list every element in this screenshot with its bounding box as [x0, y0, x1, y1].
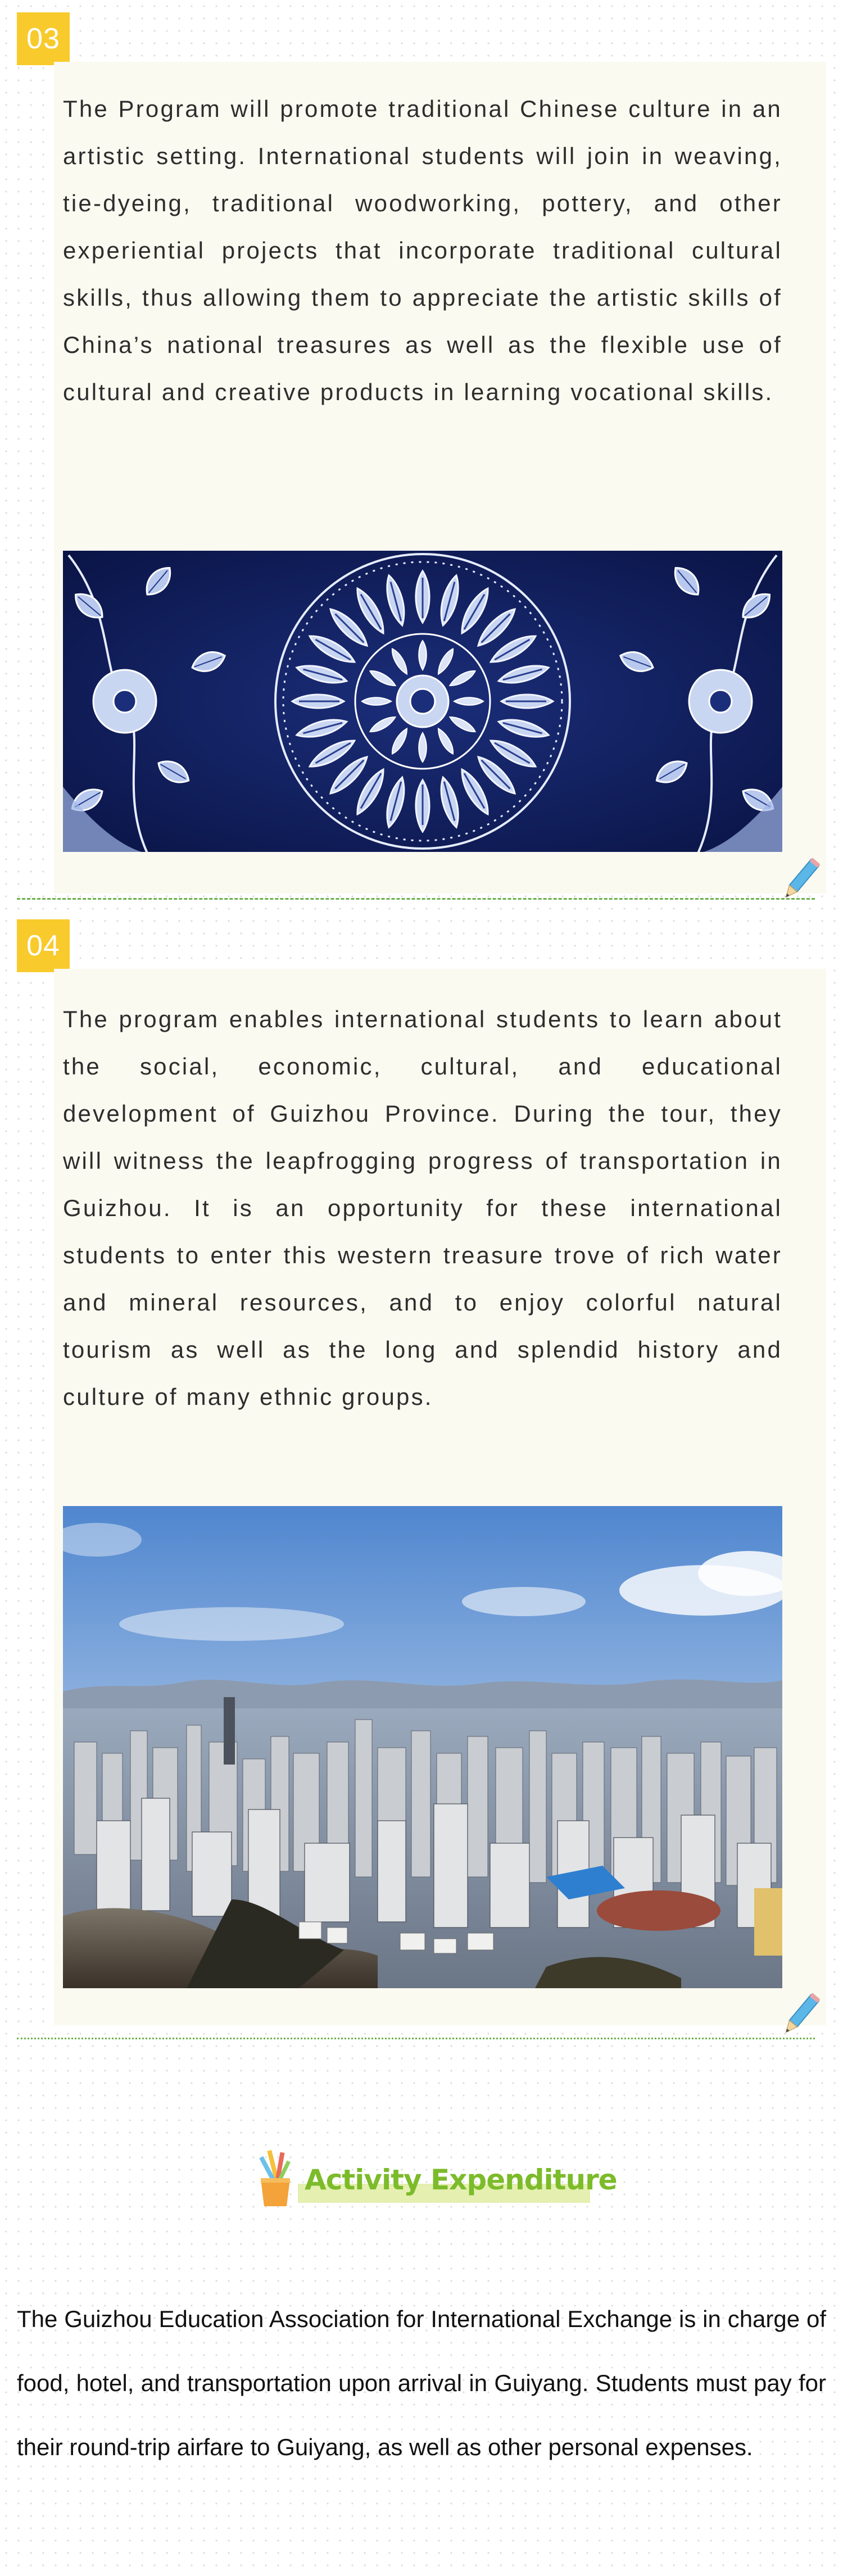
section-paragraph: The program enables international students to learn about the social, economic, cultural, and educational development of Guizhou Province. During the tour, they will witness the leapfrogging progress of transportation in Guizhou. It is an opportunity for these international students to enter this western treasure trove of rich water and mineral resources, and to enjoy colorful natural tourism as well as the long and splendid history and culture of many ethnic groups. — [63, 1006, 782, 1410]
city-skyline-image — [63, 1506, 782, 1988]
pencil-cup-icon — [253, 2147, 298, 2208]
city-skyline-graphic — [63, 1506, 782, 1988]
batik-pattern-graphic — [63, 551, 782, 852]
section-number-badge: 04 — [17, 919, 70, 972]
section-paragraph: The Program will promote traditional Chinese culture in an artistic setting. International students will join in weaving, tie-dyeing, traditional woodworking, pottery, and other experiential projects that incorporate traditional cultural skills, thus allowing them to appreciate the artistic skills of China’s national treasures as well as the flexible use of cultural and creative products in learning vocational skills. — [63, 96, 782, 405]
pencil-icon — [781, 1989, 821, 2040]
section-divider — [17, 898, 815, 900]
expenditure-paragraph: The Guizhou Education Association for International Exchange is in charge of food, hotel, and transportation upon arrival in Guiyang. Students must pay for their round-trip airfare to Guiyang, as well as other personal expenses. — [17, 2306, 826, 2460]
heading-title: Activity Expenditure — [305, 2164, 617, 2196]
section-divider — [17, 2038, 815, 2039]
pencil-icon — [781, 854, 821, 905]
tie-dye-fabric-image — [63, 551, 782, 852]
section-heading — [253, 2141, 617, 2214]
section-number-badge: 03 — [17, 12, 70, 65]
